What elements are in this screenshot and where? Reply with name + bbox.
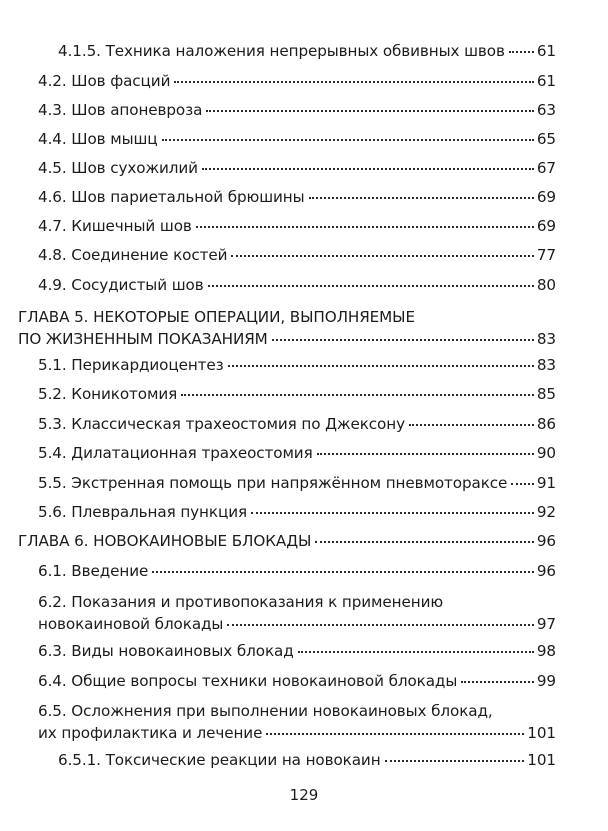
toc-entry-title: 6.3. Виды новокаиновых блокад xyxy=(38,642,294,660)
toc-entry-4-4 xyxy=(38,128,556,150)
toc-entry-5-1 xyxy=(38,354,556,376)
toc-entry-5-5 xyxy=(38,472,556,494)
toc-page-number: 97 xyxy=(536,615,556,633)
toc-entry-title-line2: новокаиновой блокады xyxy=(38,615,224,633)
dot-leader xyxy=(461,681,534,683)
toc-entry-title: 5.6. Плевральная пункция xyxy=(38,503,248,521)
toc-chapter-title-line2: ПО ЖИЗНЕННЫМ ПОКАЗАНИЯМ xyxy=(18,330,268,348)
toc-page-number: 86 xyxy=(536,415,556,433)
dot-leader xyxy=(298,651,534,653)
toc-entry-title: 6.4. Общие вопросы техники новокаиновой блокады xyxy=(38,672,458,690)
toc-entry-title-line2: их профилактика и лечение xyxy=(38,724,263,742)
dot-leader xyxy=(266,733,524,735)
dot-leader xyxy=(251,512,534,514)
dot-leader xyxy=(511,483,534,485)
toc-entry-title: 4.1.5. Техника наложения непрерывных обвивных швов xyxy=(58,42,505,60)
toc-chapter-title-line1: ГЛАВА 5. НЕКОТОРЫЕ ОПЕРАЦИИ, ВЫПОЛНЯЕМЫЕ xyxy=(18,308,415,326)
toc-entry-4-6 xyxy=(38,186,556,208)
dot-leader xyxy=(409,424,534,426)
dot-leader xyxy=(317,453,534,455)
toc-entry-5-2 xyxy=(38,383,556,405)
toc-entry-title: 4.4. Шов мышц xyxy=(38,130,158,148)
toc-entry-title: 4.6. Шов париетальной брюшины xyxy=(38,188,305,206)
dot-leader xyxy=(206,110,534,112)
toc-entry-5-4 xyxy=(38,442,556,464)
toc-page-number: 83 xyxy=(536,356,556,374)
dot-leader xyxy=(202,168,534,170)
toc-entry-title: 5.2. Коникотомия xyxy=(38,385,178,403)
dot-leader xyxy=(315,541,534,543)
toc-entry-4-8 xyxy=(38,244,556,266)
toc-chapter-5 xyxy=(18,306,556,350)
dot-leader xyxy=(152,571,534,573)
toc-entry-title-line1: 6.5. Осложнения при выполнении новокаиновых блокад, xyxy=(38,702,493,720)
toc-page-number: 101 xyxy=(527,724,556,742)
toc-entry-title: 5.3. Классическая трахеостомия по Джексону xyxy=(38,415,405,433)
toc-entry-title: 4.3. Шов апоневроза xyxy=(38,101,203,119)
dot-leader xyxy=(227,624,534,626)
dot-leader xyxy=(509,51,534,53)
dot-leader xyxy=(228,365,534,367)
toc-entry-6-1 xyxy=(38,560,556,582)
toc-entry-6-5 xyxy=(38,700,556,744)
toc-page-number: 69 xyxy=(536,188,556,206)
toc-entry-4-7 xyxy=(38,215,556,237)
toc-page-number: 63 xyxy=(536,101,556,119)
toc-entry-4-3 xyxy=(38,99,556,121)
toc-page-number: 61 xyxy=(536,72,556,90)
toc-entry-title: 4.7. Кишечный шов xyxy=(38,217,192,235)
toc-entry-title: 4.8. Соединение костей xyxy=(38,246,228,264)
toc-page-number: 96 xyxy=(536,562,556,580)
toc-entry-title: 4.5. Шов сухожилий xyxy=(38,159,198,177)
toc-entry-6-5-1 xyxy=(58,749,556,771)
toc-entry-title: 4.2. Шов фасций xyxy=(38,72,171,90)
toc-entry-6-2 xyxy=(38,591,556,635)
toc-page-number: 99 xyxy=(536,672,556,690)
toc-entry-title: 5.1. Перикардиоцентез xyxy=(38,356,224,374)
toc-page-number: 90 xyxy=(536,444,556,462)
dot-leader xyxy=(181,394,534,396)
toc-page-number: 96 xyxy=(536,532,556,550)
toc-page-number: 92 xyxy=(536,503,556,521)
dot-leader xyxy=(385,760,525,762)
toc-page-number: 65 xyxy=(536,130,556,148)
toc-page-number: 69 xyxy=(536,217,556,235)
toc-entry-4-5 xyxy=(38,157,556,179)
toc-entry-4-1-5 xyxy=(58,40,556,62)
dot-leader xyxy=(196,226,534,228)
toc-entry-title: 5.5. Экстренная помощь при напряжённом пневмотораксе xyxy=(38,474,508,492)
toc-entry-4-2 xyxy=(38,70,556,92)
dot-leader xyxy=(309,197,534,199)
toc-page-number: 101 xyxy=(527,751,556,769)
toc-page-number: 98 xyxy=(536,642,556,660)
toc-entry-title: 6.1. Введение xyxy=(38,562,149,580)
toc-entry-title-line1: 6.2. Показания и противопоказания к применению xyxy=(38,593,444,611)
toc-entry-6-3 xyxy=(38,640,556,662)
toc-entry-4-9 xyxy=(38,274,556,296)
toc-entry-5-6 xyxy=(38,501,556,523)
toc-page-number: 77 xyxy=(536,246,556,264)
dot-leader xyxy=(272,339,534,341)
dot-leader xyxy=(208,285,534,287)
toc-entry-6-4 xyxy=(38,670,556,692)
toc-page-number: 61 xyxy=(536,42,556,60)
toc-entry-title: 5.4. Дилатационная трахеостомия xyxy=(38,444,313,462)
toc-page-number: 85 xyxy=(536,385,556,403)
toc-entry-5-3 xyxy=(38,413,556,435)
toc-page-number: 91 xyxy=(536,474,556,492)
dot-leader xyxy=(162,139,534,141)
toc-entry-title: 4.9. Сосудистый шов xyxy=(38,276,204,294)
toc-page-number: 67 xyxy=(536,159,556,177)
toc-page-number: 83 xyxy=(536,330,556,348)
page-number: 129 xyxy=(289,786,319,804)
toc-page-number: 80 xyxy=(536,276,556,294)
dot-leader xyxy=(174,81,534,83)
toc-chapter-6 xyxy=(18,530,556,552)
toc-entry-title: 6.5.1. Токсические реакции на новокаин xyxy=(58,751,381,769)
toc-chapter-title: ГЛАВА 6. НОВОКАИНОВЫЕ БЛОКАДЫ xyxy=(18,532,312,550)
dot-leader xyxy=(231,255,534,257)
